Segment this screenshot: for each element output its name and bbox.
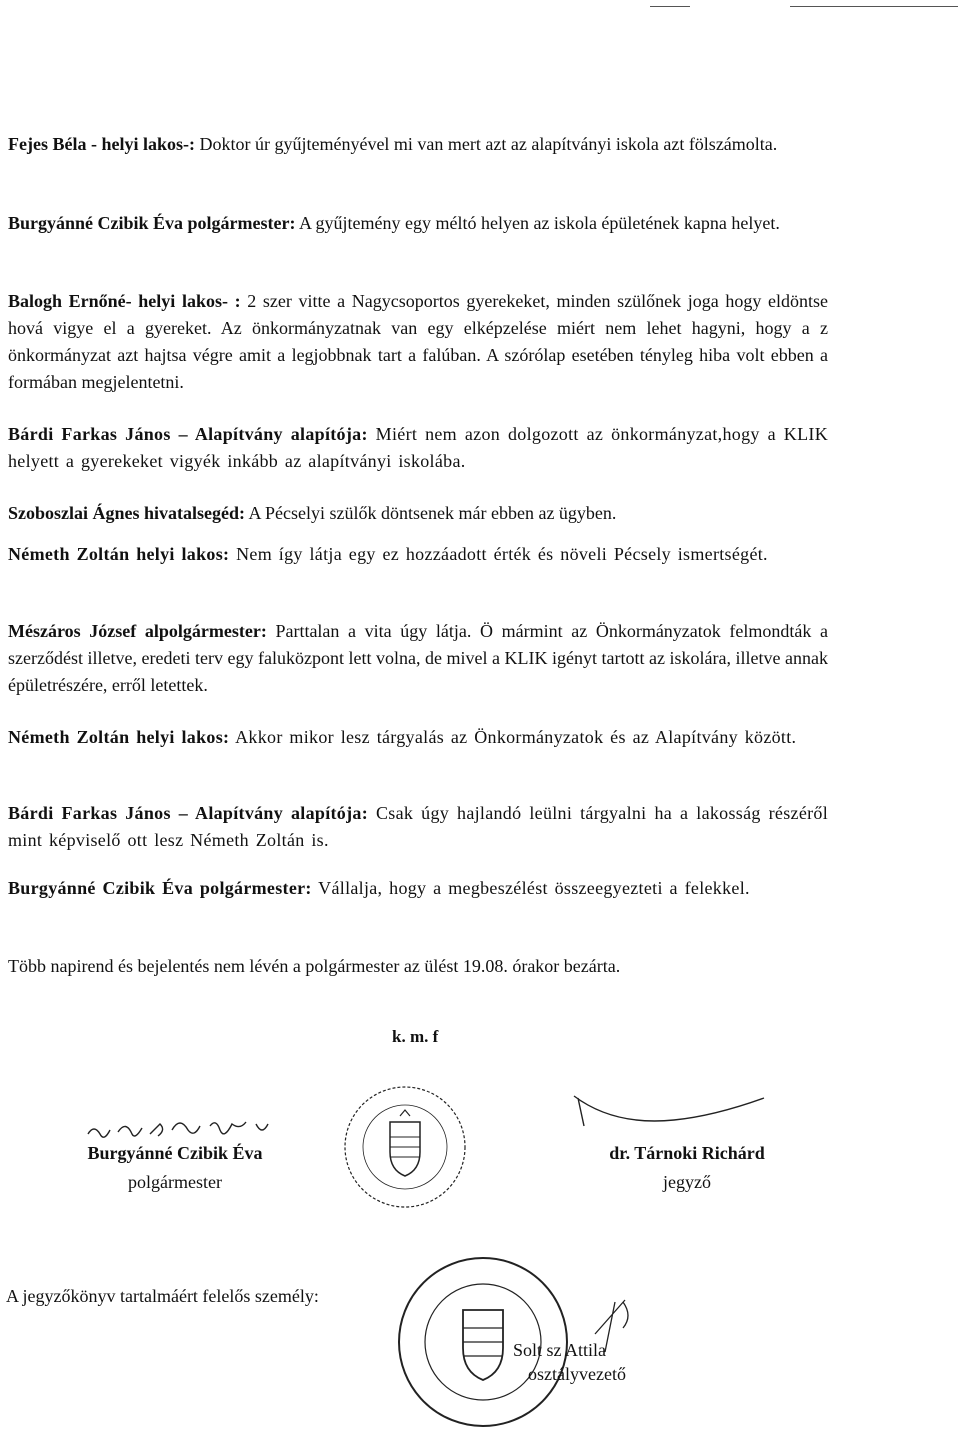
- mayor-name: Burgyánné Czibik Éva: [87, 1143, 263, 1163]
- minutes-paragraph: [8, 800, 828, 854]
- notary-title: jegyző: [663, 1172, 711, 1192]
- minutes-paragraph: [8, 288, 828, 396]
- minutes-paragraph: [8, 541, 828, 568]
- speaker-name: Németh Zoltán helyi lakos:: [8, 544, 230, 564]
- paragraph-text: A Pécselyi szülők döntsenek már ebben az ügyben.: [245, 503, 617, 523]
- responsible-label: A jegyzőkönyv tartalmáért felelős személy:: [6, 1286, 319, 1306]
- mayor-title: polgármester: [128, 1172, 222, 1192]
- speaker-name: Németh Zoltán helyi lakos:: [8, 727, 230, 747]
- kmf-mark: k. m. f: [392, 1027, 439, 1046]
- paragraph-text: Akkor mikor lesz tárgyalás az Önkormányzatok és az Alapítvány között.: [229, 727, 797, 747]
- notary-signature-scribble: [560, 1088, 780, 1138]
- speaker-name: Bárdi Farkas János – Alapítvány alapítója:: [8, 424, 368, 444]
- speaker-name: Balogh Ernőné- helyi lakos- :: [8, 291, 241, 311]
- minutes-paragraph: [8, 421, 828, 475]
- paragraph-text: Miért nem azon dolgozott az önkormányzat,hogy a KLIK helyett a gyerekeket vigyék inkább az alapítványi iskolába.: [8, 424, 828, 471]
- minutes-paragraph: [8, 500, 828, 527]
- paragraph-text: A gyűjtemény egy méltó helyen az iskola épületének kapna helyet.: [295, 213, 780, 233]
- minutes-paragraph: [8, 131, 828, 158]
- speaker-name: Fejes Béla - helyi lakos-:: [8, 134, 195, 154]
- paragraph-text: Csak úgy hajlandó leülni tárgyalni ha a lakosság részéről mint képviselő ott lesz Németh Zoltán is.: [8, 803, 828, 850]
- speaker-name: Burgyánné Czibik Éva polgármester:: [8, 213, 296, 233]
- paragraph-text: Doktor úr gyűjteményével mi van mert azt az alapítványi iskola azt fölszámolta.: [194, 134, 778, 154]
- paragraph-text: Nem így látja egy ez hozzáadott érték és növeli Pécsely ismertségét.: [229, 544, 768, 564]
- minutes-paragraph: [8, 875, 828, 902]
- speaker-name: Mészáros József alpolgármester:: [8, 621, 267, 641]
- municipal-stamp: [340, 1082, 470, 1212]
- scan-mark: [790, 6, 958, 7]
- responsible-name: Solt sz Attila: [513, 1340, 607, 1360]
- minutes-paragraph: [8, 724, 828, 751]
- speaker-name: Bárdi Farkas János – Alapítvány alapítója:: [8, 803, 368, 823]
- paragraph-text: Parttalan a vita úgy látja. Ö mármint az Önkormányzatok felmondták a szerződést illetve, eredeti terv egy faluközpont lett volna, de mivel a KLIK igényt tartott az iskolára, illetve annak épületrészére, erről letettek.: [8, 621, 828, 695]
- speaker-name: Burgyánné Czibik Éva polgármester:: [8, 878, 312, 898]
- closing-statement: Több napirend és bejelentés nem lévén a polgármester az ülést 19.08. órakor bezárta.: [8, 956, 621, 976]
- minutes-paragraph: [8, 618, 828, 699]
- speaker-name: Szoboszlai Ágnes hivatalsegéd:: [8, 503, 246, 523]
- scan-mark: [650, 6, 690, 7]
- paragraph-text: Vállalja, hogy a megbeszélést összeegyezteti a felekkel.: [311, 878, 750, 898]
- notary-name: dr. Tárnoki Richárd: [609, 1143, 765, 1163]
- minutes-paragraph: [8, 210, 828, 237]
- paragraph-text: 2 szer vitte a Nagycsoportos gyerekeket, minden szülőnek joga hogy eldöntse hová vigye el a gyereket. Az önkormányzatnak van egy elképzelése miért nem lehet hagyni, hogy a z önkormányzat azt hajtsa végre amit a legjobbnak tart a falúban. A szórólap esetében tényleg hiba volt ebben a formában megjelentetni.: [8, 291, 828, 392]
- responsible-title: osztályvezető: [528, 1364, 626, 1384]
